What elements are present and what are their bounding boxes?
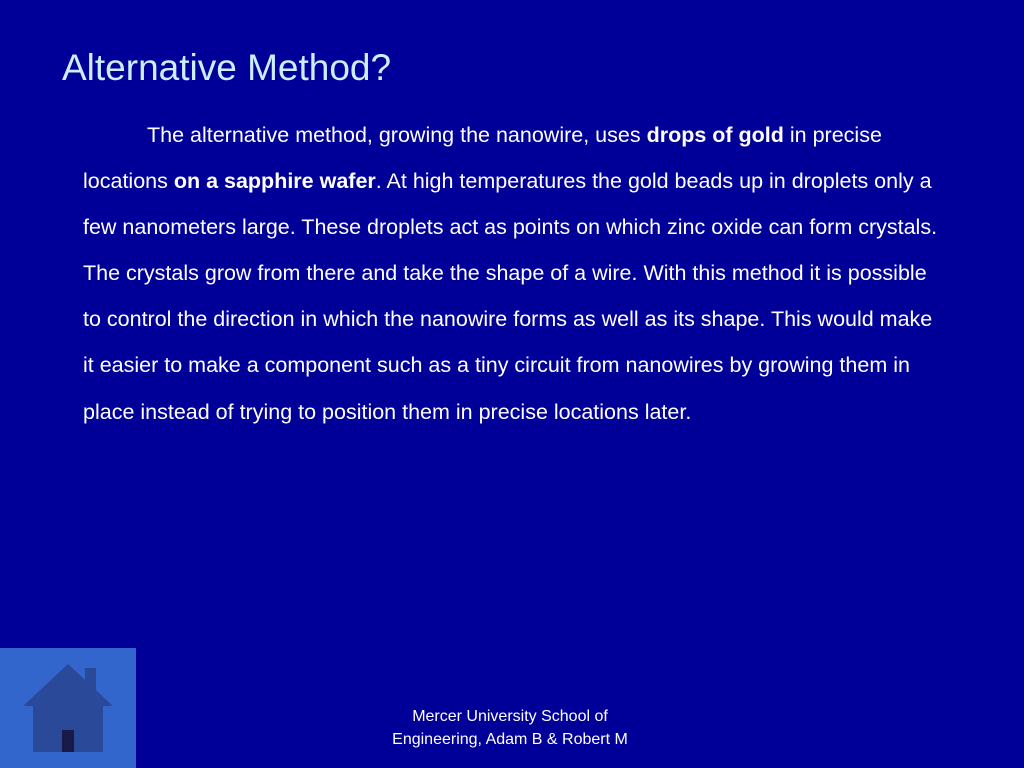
footer-credit: [340, 705, 680, 751]
home-button[interactable]: [0, 648, 136, 768]
slide-body: [83, 112, 943, 435]
slide-title: Alternative Method?: [62, 47, 392, 88]
body-text-segment: The alternative method, growing the nanowire, uses: [147, 123, 647, 147]
body-bold-drops-of-gold: drops of gold: [646, 123, 784, 147]
body-text-segment: . At high temperatures the gold beads up in droplets only a few nanometers large. These droplets act as points on which zinc oxide can form crystals. The crystals grow from there and take the shape of a wire. With this method it is possible to control the direction in which the nanowire forms as well as its shape. This would make it easier to make a component such as a tiny circuit from nanowires by growing them in place instead of trying to position them in precise locations later.: [83, 169, 938, 424]
house-icon: [0, 648, 136, 768]
footer-line-2: Engineering, Adam B & Robert M: [392, 731, 628, 748]
body-text-segment: in precise locations: [83, 123, 882, 194]
footer-line-1: Mercer University School of: [412, 708, 608, 725]
body-bold-sapphire-wafer: on a sapphire wafer: [173, 169, 376, 194]
